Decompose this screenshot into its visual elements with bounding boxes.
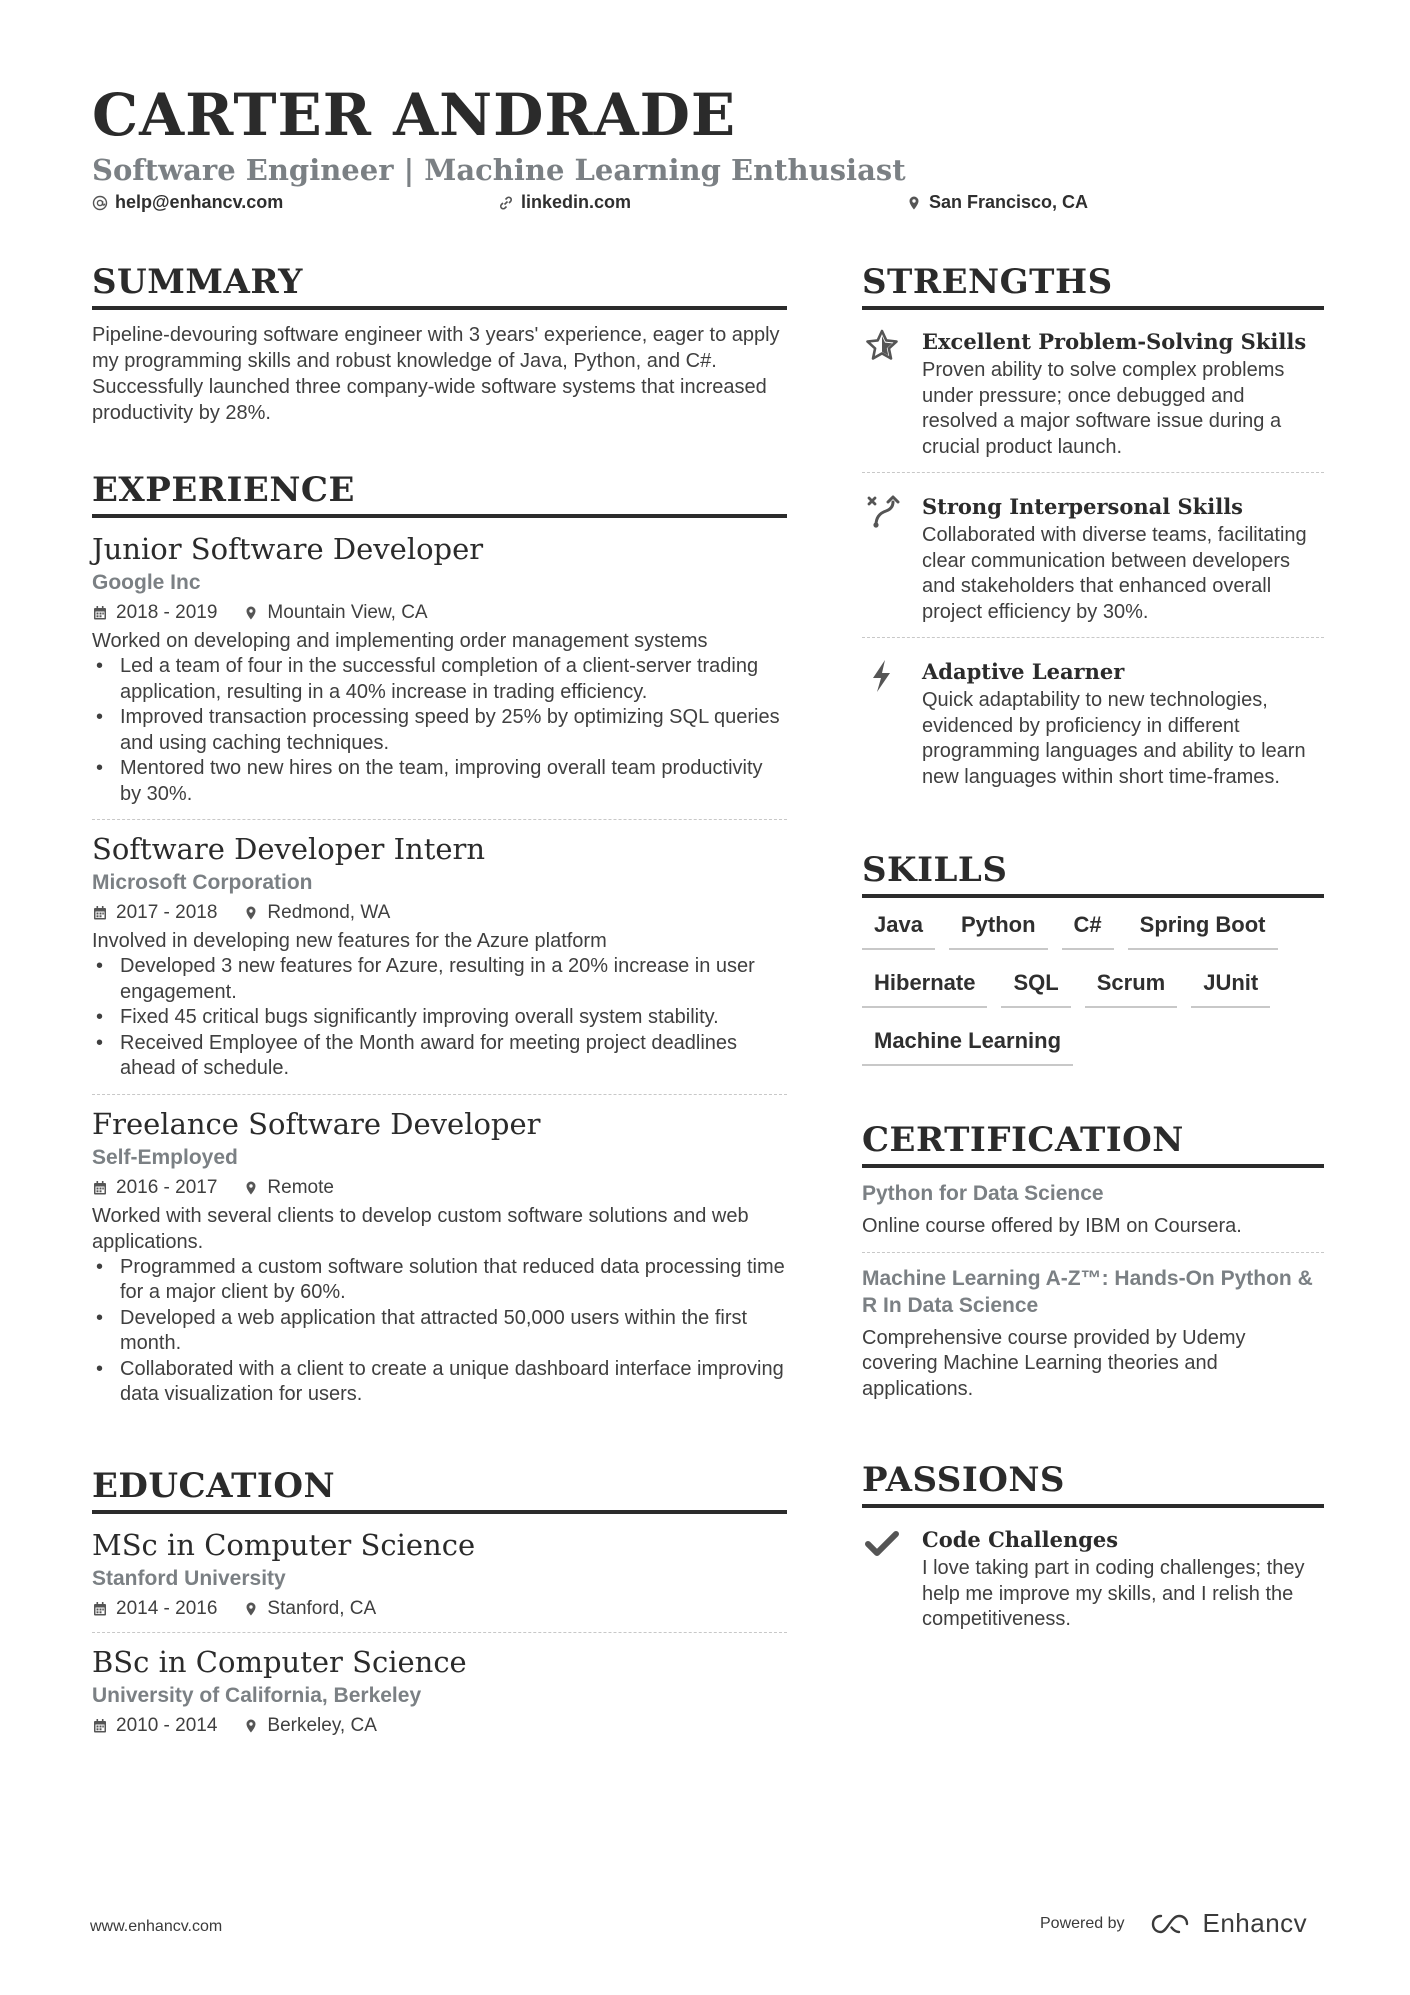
dates-text: 2010 - 2014 (116, 1714, 218, 1736)
strength-item (862, 487, 1324, 638)
calendar-icon (92, 905, 108, 921)
brand-logo[interactable] (1149, 1908, 1308, 1939)
path-icon (864, 493, 900, 529)
skill-tag: SQL (1001, 968, 1070, 1008)
job-bullets (92, 954, 787, 1082)
experience-entry (92, 830, 787, 1095)
skill-tag: Java (862, 910, 935, 950)
certification-section (862, 1118, 1324, 1414)
strength-description: Proven ability to solve complex problems under pressure; once debugged and resolved a major software issue during a crucial product launch. (922, 359, 1285, 458)
strength-content (922, 491, 1324, 625)
job-title: Software Developer Intern (92, 832, 486, 866)
bullet-item: • Mentored two new hires on the team, improving overall team productivity by 30%. (92, 756, 787, 807)
bullet-item: • Programmed a custom software solution that reduced data processing time for a major client by 60%. (92, 1255, 787, 1306)
job-bullets (92, 1255, 787, 1408)
bullet-item: • Improved transaction processing speed by 25% by optimizing SQL queries and using caching techniques. (92, 705, 787, 756)
candidate-title: Software Engineer | Machine Learning Enthusiast (92, 153, 906, 187)
job-title: Junior Software Developer (92, 532, 484, 566)
infinity-logo-icon (1149, 1911, 1195, 1937)
company-name: Self-Employed (92, 1145, 238, 1169)
location-pin-icon (243, 905, 259, 921)
contact-bar (92, 192, 1092, 218)
footer-website[interactable]: www.enhancv.com (90, 1918, 223, 1935)
summary-text: Pipeline-devouring software engineer with 3 years' experience, eager to apply my programming skills and robust knowledge of Java, Python, and C#. Successfully launched three company-wide software systems that increased productivity by 28%. (92, 324, 780, 424)
right-column (862, 260, 1324, 1645)
calendar-icon (92, 1180, 108, 1196)
skills-section (862, 848, 1324, 1066)
strength-icon-wrap (862, 326, 902, 460)
strength-icon-wrap (862, 656, 902, 790)
strength-title: Excellent Problem-Solving Skills (922, 329, 1307, 354)
at-icon (92, 195, 108, 211)
bullet-item: • Collaborated with a client to create a unique dashboard interface improving data visualization for users. (92, 1357, 787, 1408)
certification-heading: CERTIFICATION (862, 1118, 1324, 1168)
location-text: Mountain View, CA (267, 602, 428, 623)
passion-item (862, 1520, 1324, 1645)
star-icon (864, 328, 900, 364)
education-heading: EDUCATION (92, 1464, 787, 1514)
job-bullets (92, 654, 787, 807)
school-name: University of California, Berkeley (92, 1683, 422, 1707)
dates-text: 2014 - 2016 (116, 1597, 218, 1619)
education-location (243, 1711, 376, 1741)
education-dates (92, 1594, 217, 1624)
education-meta (92, 1594, 787, 1624)
bullet-item: • Fixed 45 critical bugs significantly improving overall system stability. (92, 1005, 787, 1031)
candidate-name: CARTER ANDRADE (92, 81, 737, 149)
bullet-item: • Developed 3 new features for Azure, resulting in a 20% increase in user engagement. (92, 954, 787, 1005)
certification-description: Comprehensive course provided by Udemy covering Machine Learning theories and applications. (862, 1326, 1246, 1400)
brand-name: Enhancv (1202, 1908, 1308, 1938)
school-name: Stanford University (92, 1566, 286, 1590)
location-pin-icon (243, 1180, 259, 1196)
strength-icon-wrap (862, 491, 902, 625)
bullet-item: • Received Employee of the Month award for meeting project deadlines ahead of schedule. (92, 1031, 787, 1082)
job-title: Freelance Software Developer (92, 1106, 541, 1141)
job-meta (92, 898, 787, 928)
job-description: Worked on developing and implementing order management systems (92, 630, 708, 652)
location-pin-icon (243, 1718, 259, 1734)
certification-item (862, 1180, 1324, 1253)
passion-description: I love taking part in coding challenges; they help me improve my skills, and I relish the competitiveness. (922, 1557, 1305, 1630)
company-name: Google Inc (92, 571, 201, 594)
calendar-icon (92, 605, 108, 621)
bullet-item: • Led a team of four in the successful completion of a client-server trading application, resulting in a 40% increase in trading efficiency. (92, 654, 787, 705)
location-pin-icon (243, 1601, 259, 1617)
job-meta (92, 1173, 787, 1203)
skill-tag: Machine Learning (862, 1026, 1073, 1066)
strength-content (922, 326, 1324, 460)
lightning-icon (864, 658, 900, 694)
certification-title: Machine Learning A-Z™: Hands-On Python & R In Data Science (862, 1266, 1313, 1317)
powered-by-text: Powered by (1040, 1914, 1125, 1932)
job-dates (92, 598, 217, 628)
location-text: San Francisco, CA (929, 192, 1089, 212)
location-text: Remote (267, 1176, 334, 1198)
experience-heading: EXPERIENCE (92, 468, 787, 518)
dates-text: 2017 - 2018 (116, 902, 218, 923)
dates-text: 2016 - 2017 (116, 1176, 218, 1198)
linkedin-text: linkedin.com (521, 192, 632, 212)
strength-description: Quick adaptability to new technologies, evidenced by proficiency in different programming languages and ability to learn new languages within short time-frames. (922, 689, 1306, 788)
calendar-icon (92, 1718, 108, 1734)
skill-tag: Python (949, 910, 1048, 950)
footer-branding (1040, 1908, 1307, 1939)
skill-tag: Spring Boot (1128, 910, 1278, 950)
education-location (243, 1594, 376, 1624)
passion-icon-wrap (862, 1524, 902, 1633)
link-icon (498, 195, 514, 211)
education-entry (92, 1526, 787, 1633)
skills-list (862, 910, 1324, 1066)
education-meta (92, 1711, 787, 1741)
contact-linkedin[interactable] (498, 192, 631, 213)
education-dates (92, 1711, 217, 1741)
skill-tag: JUnit (1191, 968, 1270, 1008)
passions-section (862, 1458, 1324, 1645)
skill-tag: Scrum (1085, 968, 1177, 1008)
passions-heading: PASSIONS (862, 1458, 1324, 1508)
education-entry (92, 1643, 787, 1749)
email-text: help@enhancv.com (115, 192, 284, 212)
certification-title: Python for Data Science (862, 1182, 1104, 1205)
experience-entry (92, 1105, 787, 1420)
location-text: Redmond, WA (267, 902, 391, 923)
strength-title: Strong Interpersonal Skills (922, 494, 1243, 519)
job-location (243, 1173, 334, 1203)
location-pin-icon (906, 195, 922, 211)
strength-description: Collaborated with diverse teams, facilitating clear communication between developers and stakeholders that enhanced overall project efficiency by 30%. (922, 524, 1307, 623)
company-name: Microsoft Corporation (92, 871, 313, 894)
strengths-heading: STRENGTHS (862, 260, 1324, 310)
education-section (92, 1464, 787, 1749)
experience-section (92, 468, 787, 1420)
location-pin-icon (243, 605, 259, 621)
job-location (243, 898, 390, 928)
skill-tag: C# (1062, 910, 1114, 950)
contact-email[interactable] (92, 192, 283, 213)
summary-section (92, 260, 787, 426)
job-location (243, 598, 427, 628)
strength-item (862, 652, 1324, 802)
certification-item (862, 1265, 1324, 1415)
strengths-section (862, 260, 1324, 802)
job-description: Involved in developing new features for the Azure platform (92, 930, 607, 952)
dates-text: 2018 - 2019 (116, 602, 218, 623)
strength-title: Adaptive Learner (922, 659, 1125, 684)
job-meta (92, 598, 787, 628)
job-dates (92, 1173, 217, 1203)
checkmark-icon (864, 1526, 900, 1562)
calendar-icon (92, 1601, 108, 1617)
degree-title: MSc in Computer Science (92, 1527, 476, 1562)
left-column (92, 260, 787, 1759)
degree-title: BSc in Computer Science (92, 1644, 467, 1679)
contact-location (906, 192, 1088, 213)
location-text: Berkeley, CA (267, 1714, 377, 1736)
strength-content (922, 656, 1324, 790)
summary-heading: SUMMARY (92, 260, 787, 310)
skill-tag: Hibernate (862, 968, 987, 1008)
location-text: Stanford, CA (267, 1597, 377, 1619)
certification-description: Online course offered by IBM on Coursera. (862, 1215, 1242, 1237)
experience-entry (92, 530, 787, 820)
job-dates (92, 898, 217, 928)
passion-title: Code Challenges (922, 1527, 1119, 1552)
job-description: Worked with several clients to develop custom software solutions and web applications. (92, 1204, 749, 1253)
passion-content (922, 1524, 1324, 1633)
skills-heading: SKILLS (862, 848, 1324, 898)
strength-item (862, 322, 1324, 473)
bullet-item: • Developed a web application that attracted 50,000 users within the first month. (92, 1306, 787, 1357)
